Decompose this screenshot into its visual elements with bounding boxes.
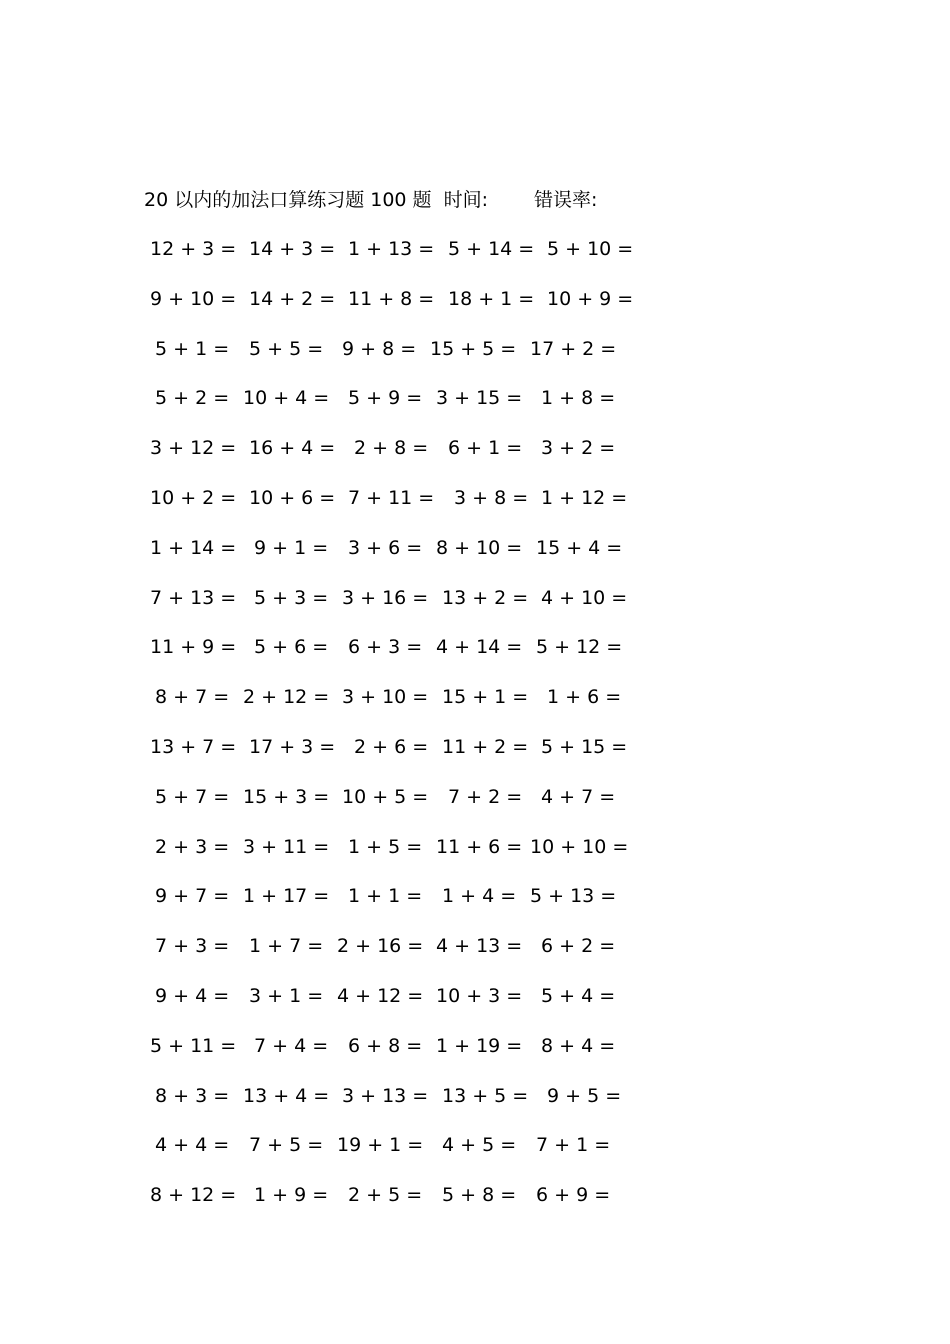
problem-row	[0, 1031, 950, 1081]
addition-problem: 5 + 12 =	[536, 636, 623, 659]
addition-problem: 2 + 16 =	[337, 935, 424, 958]
addition-problem: 3 + 2 =	[541, 437, 616, 460]
addition-problem: 13 + 2 =	[442, 586, 529, 609]
addition-problem: 6 + 1 =	[448, 437, 523, 460]
addition-problem: 7 + 1 =	[536, 1134, 611, 1157]
addition-problem: 5 + 6 =	[254, 636, 329, 659]
problem-row	[0, 832, 950, 882]
addition-problem: 3 + 15 =	[436, 387, 523, 410]
addition-problem: 5 + 2 =	[155, 387, 230, 410]
addition-problem: 7 + 2 =	[448, 785, 523, 808]
addition-problem: 14 + 3 =	[249, 238, 336, 260]
addition-problem: 15 + 4 =	[536, 536, 623, 559]
addition-problem: 3 + 16 =	[342, 586, 429, 609]
addition-problem: 1 + 13 =	[348, 238, 435, 260]
problem-row	[0, 234, 950, 284]
addition-problem: 5 + 13 =	[530, 885, 617, 908]
addition-problem: 7 + 11 =	[348, 486, 435, 509]
addition-problem: 8 + 4 =	[541, 1034, 616, 1057]
problem-row	[0, 284, 950, 334]
addition-problem: 4 + 12 =	[337, 984, 424, 1007]
problem-row	[0, 334, 950, 384]
problem-row	[0, 881, 950, 931]
addition-problem: 6 + 3 =	[348, 636, 423, 659]
addition-problem: 10 + 3 =	[436, 984, 523, 1007]
addition-problem: 7 + 13 =	[150, 586, 237, 609]
addition-problem: 5 + 15 =	[541, 735, 628, 758]
worksheet-title: 20 以内的加法口算练习题 100 题	[144, 189, 432, 211]
addition-problem: 5 + 10 =	[547, 238, 634, 260]
addition-problem: 9 + 7 =	[155, 885, 230, 908]
problem-row	[0, 682, 950, 732]
addition-problem: 1 + 8 =	[541, 387, 616, 410]
addition-problem: 5 + 8 =	[442, 1184, 517, 1207]
addition-problem: 1 + 14 =	[150, 536, 237, 559]
addition-problem: 3 + 13 =	[342, 1084, 429, 1107]
addition-problem: 5 + 7 =	[155, 785, 230, 808]
addition-problem: 2 + 3 =	[155, 835, 230, 858]
addition-problem: 15 + 1 =	[442, 686, 529, 709]
addition-problem: 5 + 14 =	[448, 238, 535, 260]
addition-problem: 11 + 8 =	[348, 287, 435, 310]
problem-row	[0, 583, 950, 633]
addition-problem: 8 + 7 =	[155, 686, 230, 709]
addition-problem: 2 + 12 =	[243, 686, 330, 709]
addition-problem: 5 + 5 =	[249, 337, 324, 360]
problem-row	[0, 931, 950, 981]
addition-problem: 1 + 4 =	[442, 885, 517, 908]
error-rate-label: 错误率:	[533, 189, 598, 211]
addition-problem: 1 + 5 =	[348, 835, 423, 858]
addition-problem: 4 + 5 =	[442, 1134, 517, 1157]
addition-problem: 7 + 4 =	[254, 1034, 329, 1057]
addition-problem: 1 + 19 =	[436, 1034, 523, 1057]
addition-problem: 7 + 3 =	[155, 935, 230, 958]
addition-problem: 11 + 2 =	[442, 735, 529, 758]
addition-problem: 18 + 1 =	[448, 287, 535, 310]
problem-row	[0, 1130, 950, 1180]
addition-problem: 17 + 2 =	[530, 337, 617, 360]
addition-problem: 2 + 6 =	[354, 735, 429, 758]
addition-problem: 10 + 4 =	[243, 387, 330, 410]
problem-grid	[0, 234, 950, 1230]
addition-problem: 11 + 6 =	[436, 835, 523, 858]
addition-problem: 10 + 5 =	[342, 785, 429, 808]
problem-row	[0, 483, 950, 533]
addition-problem: 13 + 4 =	[243, 1084, 330, 1107]
addition-problem: 4 + 13 =	[436, 935, 523, 958]
addition-problem: 5 + 11 =	[150, 1034, 237, 1057]
addition-problem: 3 + 10 =	[342, 686, 429, 709]
addition-problem: 7 + 5 =	[249, 1134, 324, 1157]
addition-problem: 10 + 9 =	[547, 287, 634, 310]
addition-problem: 12 + 3 =	[150, 238, 237, 260]
addition-problem: 8 + 10 =	[436, 536, 523, 559]
addition-problem: 4 + 14 =	[436, 636, 523, 659]
addition-problem: 14 + 2 =	[249, 287, 336, 310]
addition-problem: 5 + 4 =	[541, 984, 616, 1007]
worksheet-header	[144, 186, 597, 214]
addition-problem: 8 + 3 =	[155, 1084, 230, 1107]
addition-problem: 1 + 17 =	[243, 885, 330, 908]
addition-problem: 2 + 5 =	[348, 1184, 423, 1207]
addition-problem: 3 + 11 =	[243, 835, 330, 858]
addition-problem: 3 + 8 =	[454, 486, 529, 509]
addition-problem: 5 + 1 =	[155, 337, 230, 360]
addition-problem: 17 + 3 =	[249, 735, 336, 758]
addition-problem: 1 + 1 =	[348, 885, 423, 908]
addition-problem: 8 + 12 =	[150, 1184, 237, 1207]
addition-problem: 6 + 8 =	[348, 1034, 423, 1057]
problem-row	[0, 981, 950, 1031]
problem-row	[0, 632, 950, 682]
addition-problem: 11 + 9 =	[150, 636, 237, 659]
addition-problem: 3 + 12 =	[150, 437, 237, 460]
addition-problem: 9 + 10 =	[150, 287, 237, 310]
addition-problem: 6 + 9 =	[536, 1184, 611, 1207]
addition-problem: 4 + 4 =	[155, 1134, 230, 1157]
addition-problem: 10 + 6 =	[249, 486, 336, 509]
addition-problem: 3 + 6 =	[348, 536, 423, 559]
problem-row	[0, 782, 950, 832]
addition-problem: 5 + 3 =	[254, 586, 329, 609]
addition-problem: 4 + 10 =	[541, 586, 628, 609]
addition-problem: 1 + 9 =	[254, 1184, 329, 1207]
addition-problem: 15 + 3 =	[243, 785, 330, 808]
addition-problem: 16 + 4 =	[249, 437, 336, 460]
addition-problem: 13 + 5 =	[442, 1084, 529, 1107]
addition-problem: 3 + 1 =	[249, 984, 324, 1007]
addition-problem: 4 + 7 =	[541, 785, 616, 808]
addition-problem: 19 + 1 =	[337, 1134, 424, 1157]
problem-row	[0, 1081, 950, 1131]
addition-problem: 9 + 8 =	[342, 337, 417, 360]
addition-problem: 1 + 7 =	[249, 935, 324, 958]
problem-row	[0, 383, 950, 433]
addition-problem: 10 + 10 =	[530, 835, 629, 858]
addition-problem: 9 + 5 =	[547, 1084, 622, 1107]
addition-problem: 10 + 2 =	[150, 486, 237, 509]
problem-row	[0, 732, 950, 782]
problem-row	[0, 1180, 950, 1230]
addition-problem: 1 + 6 =	[547, 686, 622, 709]
addition-problem: 5 + 9 =	[348, 387, 423, 410]
problem-row	[0, 533, 950, 583]
time-label: 时间:	[443, 189, 488, 211]
addition-problem: 6 + 2 =	[541, 935, 616, 958]
addition-problem: 15 + 5 =	[430, 337, 517, 360]
addition-problem: 9 + 1 =	[254, 536, 329, 559]
addition-problem: 13 + 7 =	[150, 735, 237, 758]
addition-problem: 2 + 8 =	[354, 437, 429, 460]
addition-problem: 9 + 4 =	[155, 984, 230, 1007]
addition-problem: 1 + 12 =	[541, 486, 628, 509]
problem-row	[0, 433, 950, 483]
